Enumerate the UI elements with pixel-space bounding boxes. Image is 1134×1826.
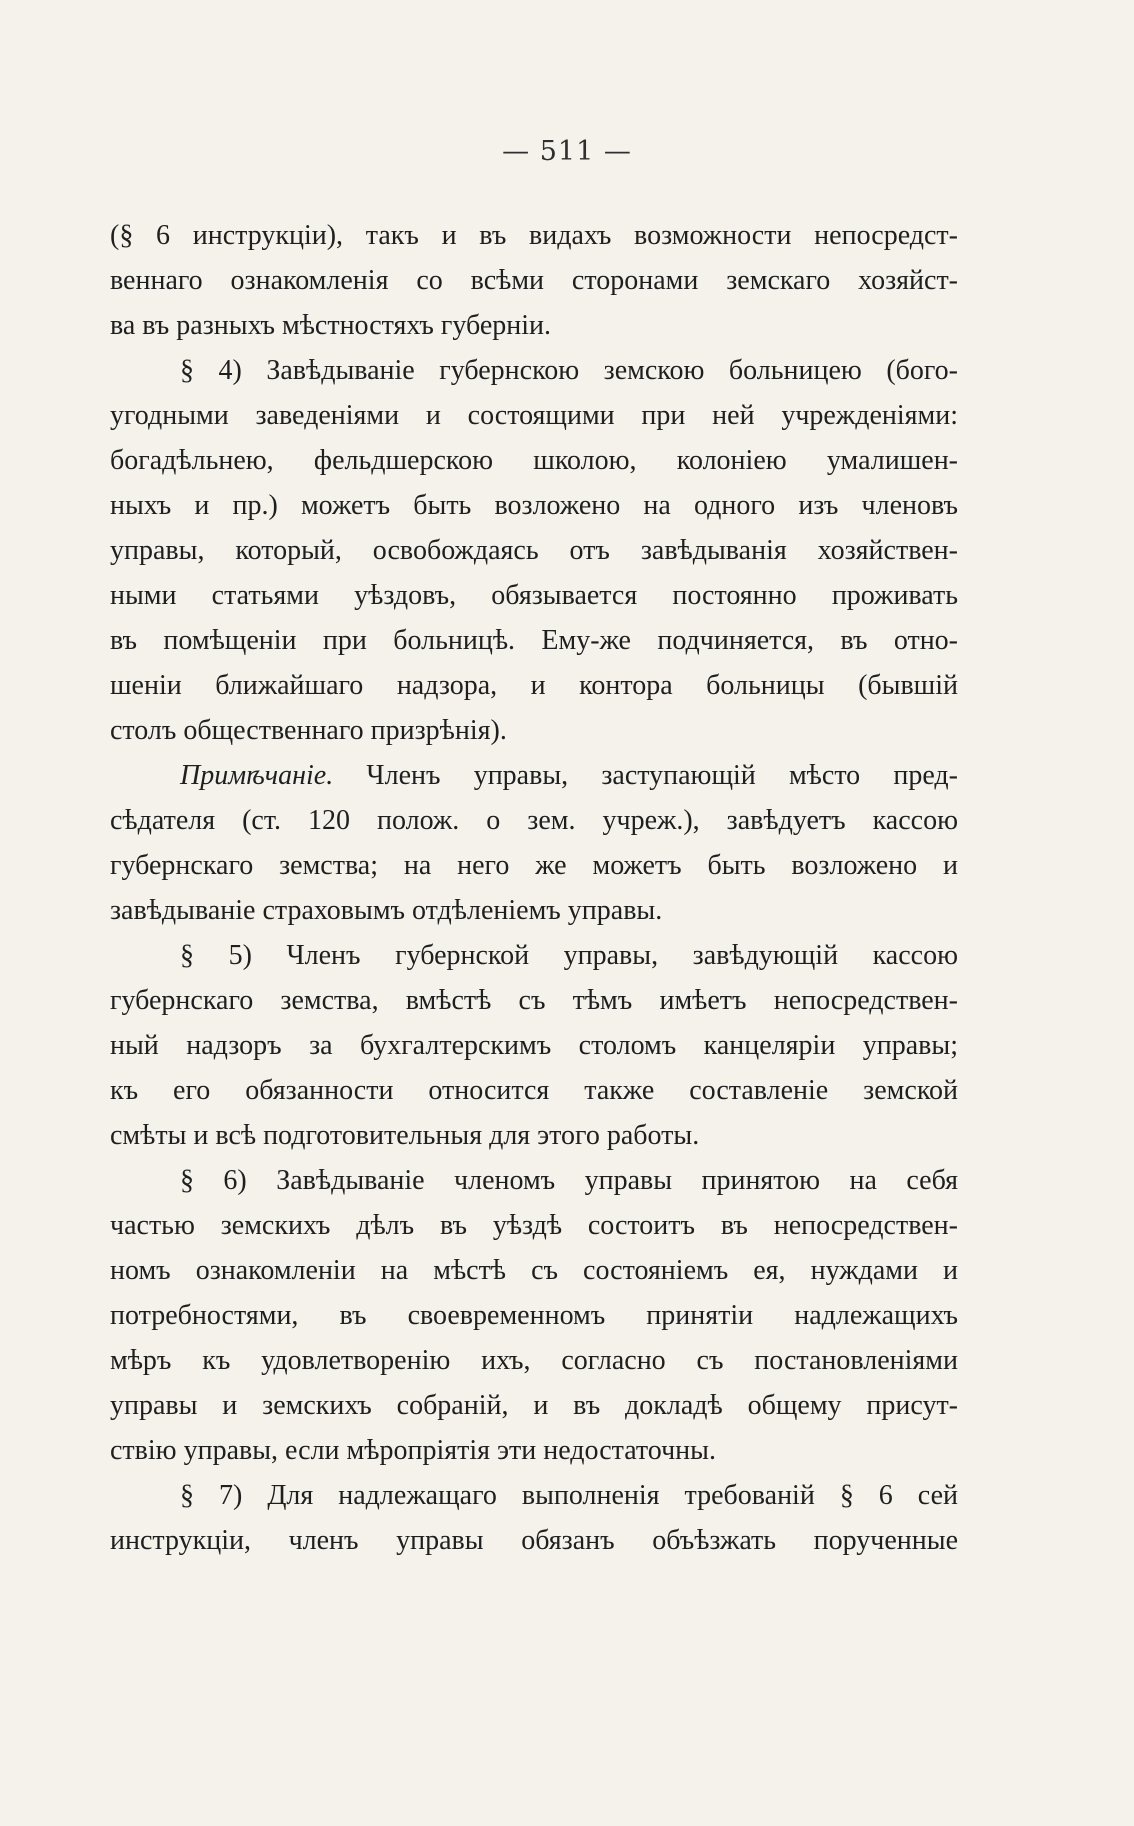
- paragraph-5-start: § 5) Членъ губернской управы, завѣдующій кассою: [180, 940, 958, 971]
- text-line: веннаго ознакомленія со всѣми сторонами земскаго хозяйст-: [110, 265, 958, 296]
- text-line: губернскаго земства; на него же можетъ быть возложено и: [110, 850, 958, 881]
- text-line: къ его обязанности относится также составленіе земской: [110, 1075, 958, 1106]
- text-line: потребностями, въ своевременномъ принятіи надлежащихъ: [110, 1300, 958, 1331]
- text-line: ва въ разныхъ мѣстностяхъ губерніи.: [110, 310, 551, 341]
- text-line: ныхъ и пр.) можетъ быть возложено на одного изъ членовъ: [110, 490, 958, 521]
- text-line: ствію управы, если мѣропріятія эти недостаточны.: [110, 1435, 716, 1466]
- text-line: угодными заведеніями и состоящими при ней учрежденіями:: [110, 400, 958, 431]
- page-number: — 511 —: [502, 136, 632, 167]
- text-line: столъ общественнаго призрѣнія).: [110, 715, 507, 746]
- paragraph-4-start: § 4) Завѣдываніе губернскою земскою больницею (бого-: [180, 355, 958, 386]
- text-line: номъ ознакомленіи на мѣстѣ съ состояніемъ ея, нуждами и: [110, 1255, 958, 1286]
- text-line: богадѣльнею, фельдшерскою школою, колоніею умалишен-: [110, 445, 958, 476]
- note-line: [110, 753, 958, 798]
- text-line: смѣты и всѣ подготовительныя для этого работы.: [110, 1120, 700, 1151]
- paragraph-6-start: § 6) Завѣдываніе членомъ управы принятою на себя: [180, 1165, 958, 1196]
- text-line: управы и земскихъ собраній, и въ докладѣ общему присут-: [110, 1390, 958, 1421]
- text-line: губернскаго земства, вмѣстѣ съ тѣмъ имѣетъ непосредствен-: [110, 985, 958, 1016]
- text-line: частью земскихъ дѣлъ въ уѣздѣ состоитъ въ непосредствен-: [110, 1210, 958, 1241]
- text-line: (§ 6 инструкціи), такъ и въ видахъ возможности непосредст-: [110, 220, 958, 251]
- text-line: мѣръ къ удовлетворенію ихъ, согласно съ постановленіями: [110, 1345, 958, 1376]
- text-line: ный надзоръ за бухгалтерскимъ столомъ канцеляріи управы;: [110, 1030, 958, 1061]
- body-text: [110, 213, 958, 1563]
- text-line: сѣдателя (ст. 120 полож. о зем. учреж.), завѣдуетъ кассою: [110, 805, 958, 836]
- text-line: въ помѣщеніи при больницѣ. Ему-же подчиняется, въ отно-: [110, 625, 958, 656]
- note-text: Членъ управы, заступающій мѣсто пред-: [333, 760, 958, 791]
- text-line: завѣдываніе страховымъ отдѣленіемъ управы.: [110, 895, 663, 926]
- text-line: шеніи ближайшаго надзора, и контора больницы (бывшій: [110, 670, 958, 701]
- note-label: Примѣчаніе.: [180, 760, 334, 791]
- text-line: инструкціи, членъ управы обязанъ объѣзжать порученные: [110, 1525, 958, 1556]
- text-line: ными статьями уѣздовъ, обязывается постоянно проживать: [110, 580, 958, 611]
- paragraph-7-start: § 7) Для надлежащаго выполненія требованій § 6 сей: [180, 1480, 958, 1511]
- text-line: управы, который, освобождаясь отъ завѣдыванія хозяйствен-: [110, 535, 958, 566]
